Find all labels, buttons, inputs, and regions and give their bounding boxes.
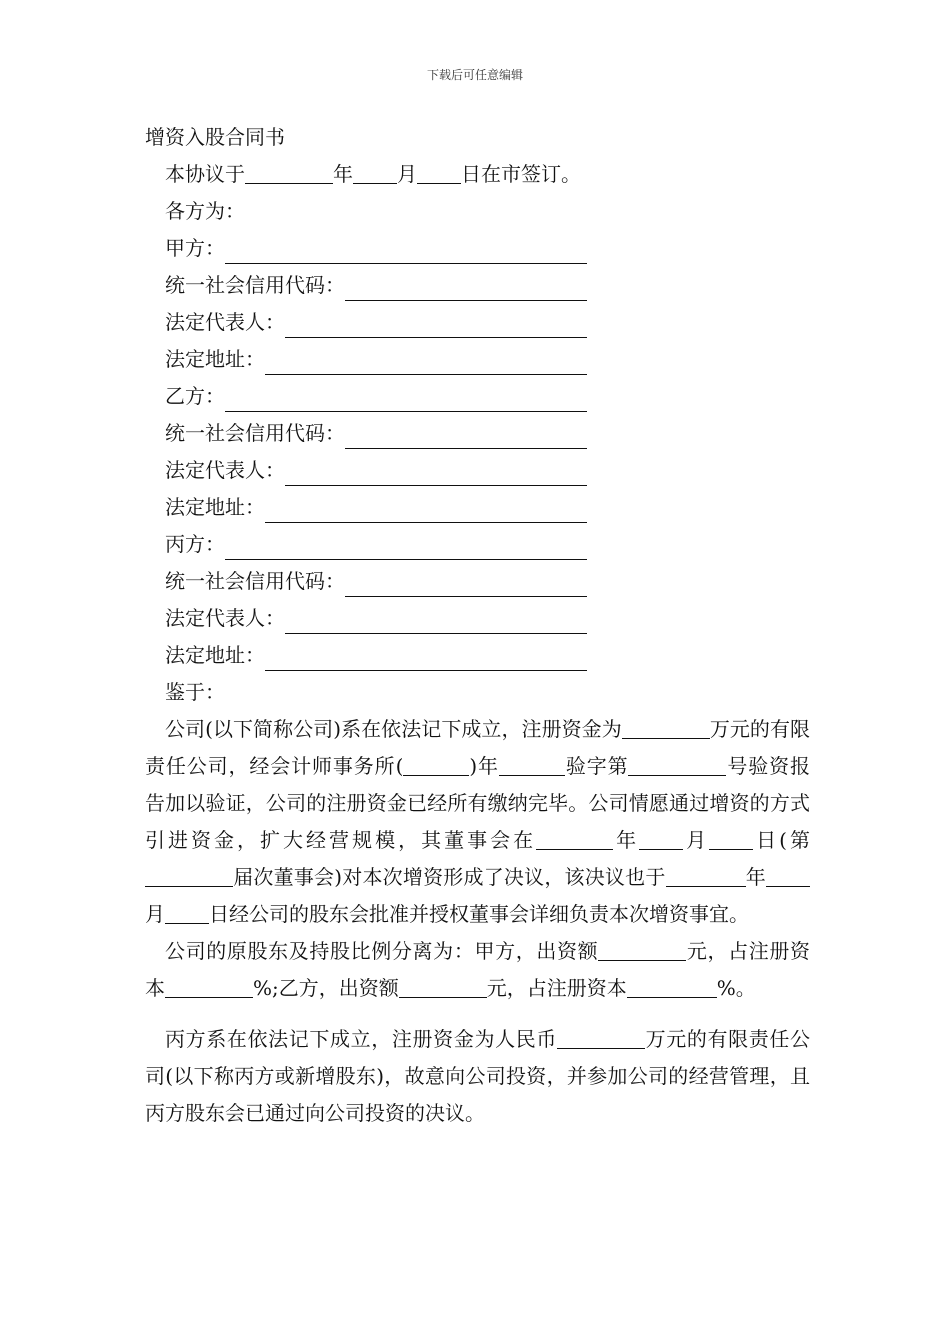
party-a-addr: 法定地址： xyxy=(145,341,587,378)
party-a-code: 统一社会信用代码： xyxy=(145,267,587,304)
page-header: 下载后可任意编辑 xyxy=(426,68,523,82)
paragraph-party-c: 丙方系在依法记下成立，注册资金为人民币 万元的有限责任公司(以下称丙方或新增股东)，故意向公司投资，并参加公司的经营管理，且丙方股东会已通过向公司投资的决议。 xyxy=(145,1021,810,1132)
blank-year xyxy=(245,159,333,184)
party-b-name: 乙方： xyxy=(145,378,587,415)
party-a-name: 甲方： xyxy=(145,230,587,267)
party-c-addr: 法定地址： xyxy=(145,637,587,674)
blank-day xyxy=(417,159,461,184)
document-title: 增资入股合同书 xyxy=(145,125,285,149)
party-c-code: 统一社会信用代码： xyxy=(145,563,587,600)
party-c-name: 丙方： xyxy=(145,526,587,563)
document-body xyxy=(145,120,810,1132)
parties-intro: 各方为： xyxy=(165,199,245,223)
blank-month xyxy=(353,159,397,184)
date-line: 本协议于 年 月 日在市签订。 xyxy=(145,156,810,193)
whereas-heading: 鉴于： xyxy=(165,680,225,704)
party-b-rep: 法定代表人： xyxy=(145,452,587,489)
party-c-rep: 法定代表人： xyxy=(145,600,587,637)
paragraph-company-background: 公司(以下简称公司)系在依法记下成立，注册资金为 万元的有限责任公司，经会计师事务所( )年 验字第 号验资报告加以验证，公司的注册资金已经所有缴纳完毕。公司情愿通过增资的方式引进资金，扩大经营规模，其董事会在 年 月 日(第届次董事会)对本次增资形成了决议，该决议也于 年月 日经公司的股东会批准并授权董事会详细负责本次增资事宜。 xyxy=(145,711,810,933)
party-b-code: 统一社会信用代码： xyxy=(145,415,587,452)
party-b-addr: 法定地址： xyxy=(145,489,587,526)
paragraph-shareholders: 公司的原股东及持股比例分离为：甲方，出资额 元，占注册资本 %;乙方，出资额 元，占注册资本 %。 xyxy=(145,933,810,1007)
party-a-rep: 法定代表人： xyxy=(145,304,587,341)
